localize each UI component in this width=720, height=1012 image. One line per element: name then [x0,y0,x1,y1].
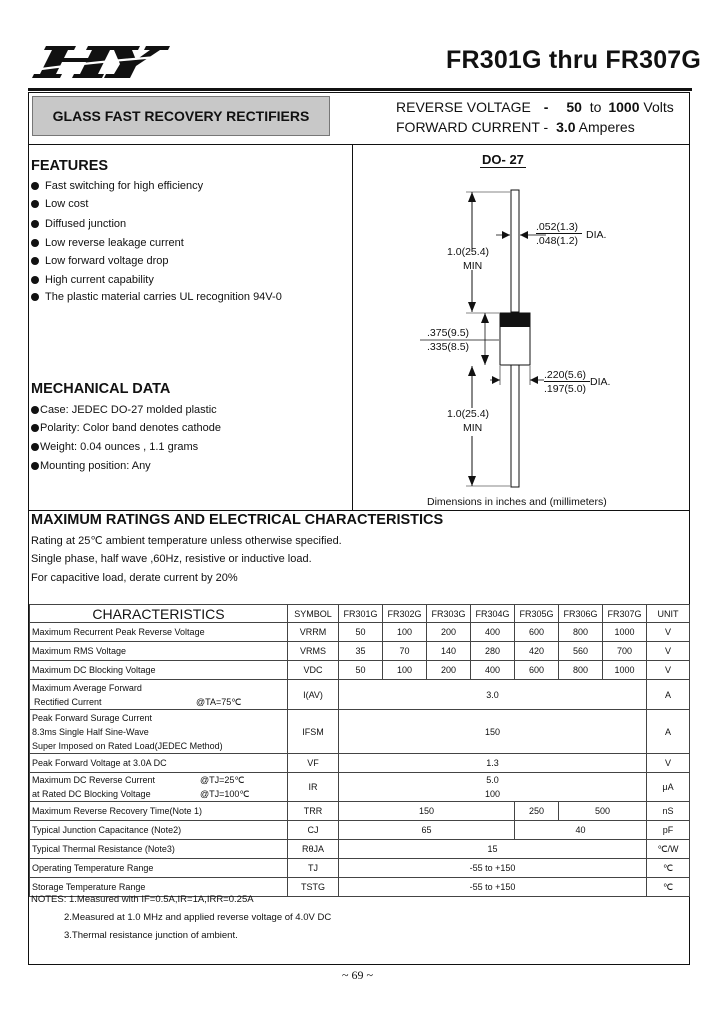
footnote: 3.Thermal resistance junction of ambient. [64,930,238,941]
bullet-icon [31,276,39,284]
cell-value: 250 [515,802,559,821]
mechanical-item: Case: JEDEC DO-27 molded plastic [31,404,217,416]
lead-dia-min: .048(1.2) [536,235,579,247]
cell-value: 200 [427,661,471,680]
feature-item: Diffused junction [31,218,126,230]
cell-value: 200 [427,623,471,642]
reverse-voltage-line [396,99,674,115]
bullet-icon [31,182,39,190]
row-label: Maximum DC Blocking Voltage [30,661,288,680]
fraction-rule [536,233,582,234]
mechanical-item: Mounting position: Any [31,460,151,472]
body-dia-min: .197(5.0) [544,383,587,395]
row-label: Storage Temperature Range [30,878,288,897]
table-row [30,661,690,680]
body-dia-label: DIA. [590,376,611,388]
cell-value: 600 [515,661,559,680]
cell-value: 50 [339,623,383,642]
feature-item: High current capability [31,274,154,286]
cell-value: 420 [515,642,559,661]
part-header: FR302G [383,605,427,623]
cell-value: 15 [339,840,647,859]
row-label: Operating Temperature Range [30,859,288,878]
row-unit: V [647,642,690,661]
feature-item: Low reverse leakage current [31,237,184,249]
fc-unit: Amperes [578,119,635,135]
footnote: 2.Measured at 1.0 MHz and applied reverse voltage of 4.0V DC [64,912,332,923]
feature-item: Fast switching for high efficiency [31,180,203,192]
cell-value: 40 [515,821,647,840]
row-unit: ℃ [647,859,690,878]
table-row [30,754,690,773]
do27-package-drawing [410,180,610,500]
rating-note: For capacitive load, derate current by 20% [31,572,238,584]
part-header: FR305G [515,605,559,623]
part-header: FR307G [603,605,647,623]
fraction-rule [544,381,590,382]
row-symbol: TRR [288,802,339,821]
cell-value: 280 [471,642,515,661]
row-label: Maximum RMS Voltage [30,642,288,661]
cell-value: 800 [559,623,603,642]
row-label: Typical Junction Capacitance (Note2) [30,821,288,840]
row-symbol: TSTG [288,878,339,897]
body-dia-max: .220(5.6) [544,369,587,381]
footnote: NOTES: 1.Measured with IF=0.5A,IR=1A,IRR=0.25A [31,894,254,905]
mechanical-item: Polarity: Color band denotes cathode [31,422,221,434]
row-symbol: VDC [288,661,339,680]
unit-header: UNIT [647,605,690,623]
cell-value: 150 [339,710,647,754]
bullet-icon [31,200,39,208]
row-label: Maximum DC Reverse Current @TJ=25℃ at Rated DC Blocking Voltage @TJ=100℃ [30,773,288,802]
divider [352,144,353,510]
rv-max: 1000 [608,99,640,115]
table-row [30,802,690,821]
table-row [30,680,690,710]
features-heading: FEATURES [31,158,109,174]
table-header-row [30,605,690,623]
rv-label: REVERSE VOLTAGE [396,99,531,115]
table-row [30,859,690,878]
table-row [30,642,690,661]
row-symbol: RθJA [288,840,339,859]
cell-value: 100 [383,623,427,642]
body-len-min: .335(8.5) [427,341,470,353]
row-unit: nS [647,802,690,821]
fc-label: FORWARD CURRENT - [396,119,549,135]
lead-length-bottom: 1.0(25.4) [447,408,490,420]
bullet-icon [31,220,39,228]
row-symbol: CJ [288,821,339,840]
page-number: ~ 69 ~ [342,968,373,982]
cell-value: 150 [339,802,515,821]
hy-logo [32,40,172,80]
rv-min: 50 [566,99,582,115]
row-unit: A [647,680,690,710]
part-header: FR301G [339,605,383,623]
rv-to: to [589,99,602,115]
bullet-icon [31,293,39,301]
part-header: FR303G [427,605,471,623]
cell-value: 1.3 [339,754,647,773]
rv-dash: - [543,99,549,115]
bullet-icon [31,406,39,414]
row-unit: ℃/W [647,840,690,859]
rating-note: Rating at 25℃ ambient temperature unless otherwise specified. [31,535,342,547]
lead-length-top-min: MIN [463,260,483,272]
cell-value: 35 [339,642,383,661]
row-label: Peak Forward Surage Current 8.3ms Single Half Sine-Wave Super Imposed on Rated Load(JEDEC Method) [30,710,288,754]
row-unit: V [647,661,690,680]
bullet-icon [31,239,39,247]
row-unit: pF [647,821,690,840]
cell-value: 70 [383,642,427,661]
cell-value: 800 [559,661,603,680]
forward-current-line [396,119,635,135]
row-label: Peak Forward Voltage at 3.0A DC [30,754,288,773]
bullet-icon [31,257,39,265]
table-row [30,840,690,859]
cell-value: 400 [471,661,515,680]
cell-value: 560 [559,642,603,661]
row-symbol: VRMS [288,642,339,661]
table-row [30,773,690,802]
product-title-box: GLASS FAST RECOVERY RECTIFIERS [32,96,330,136]
cell-value: -55 to +150 [339,859,647,878]
mechanical-item: Weight: 0.04 ounces , 1.1 grams [31,441,198,453]
row-unit: ℃ [647,878,690,897]
lead-length-top: 1.0(25.4) [447,246,490,258]
cell-value: 1000 [603,623,647,642]
cell-value: 500 [559,802,647,821]
row-unit: V [647,623,690,642]
cell-value: 100 [383,661,427,680]
part-header: FR304G [471,605,515,623]
bullet-icon [31,424,39,432]
feature-item: Low cost [31,198,88,210]
cell-value: 5.0 100 [339,773,647,802]
dimensions-note: Dimensions in inches and (millimeters) [427,496,607,508]
row-symbol: I(AV) [288,680,339,710]
feature-item: Low forward voltage drop [31,255,169,267]
table-row [30,821,690,840]
divider [29,144,689,145]
table-row [30,623,690,642]
cell-value: 65 [339,821,515,840]
lead-length-bottom-min: MIN [463,422,483,434]
row-label: Typical Thermal Resistance (Note3) [30,840,288,859]
cell-value: 400 [471,623,515,642]
cell-value: 700 [603,642,647,661]
row-unit: V [647,754,690,773]
row-unit: A [647,710,690,754]
fc-value: 3.0 [556,119,576,135]
row-symbol: VRRM [288,623,339,642]
divider [29,510,689,511]
characteristics-header: CHARACTERISTICS [30,605,288,623]
lead-dia-max: .052(1.3) [536,221,579,233]
row-label: Maximum Reverse Recovery Time(Note 1) [30,802,288,821]
cell-value: -55 to +150 [339,878,647,897]
cell-value: 140 [427,642,471,661]
row-symbol: TJ [288,859,339,878]
package-name: DO- 27 [482,152,524,167]
row-symbol: IR [288,773,339,802]
header-rule [28,88,692,91]
bullet-icon [31,443,39,451]
row-label: Maximum Recurrent Peak Reverse Voltage [30,623,288,642]
part-header: FR306G [559,605,603,623]
cell-value: 600 [515,623,559,642]
table-row [30,710,690,754]
ratings-heading: MAXIMUM RATINGS AND ELECTRICAL CHARACTERISTICS [31,512,444,528]
symbol-header: SYMBOL [288,605,339,623]
feature-item: The plastic material carries UL recognition 94V-0 [31,291,282,303]
cell-value: 50 [339,661,383,680]
lead-dia-label: DIA. [586,229,607,241]
rating-note: Single phase, half wave ,60Hz, resistive or inductive load. [31,553,312,565]
rv-unit: Volts [643,99,674,115]
cell-value: 1000 [603,661,647,680]
row-label: Maximum Average Forward Rectified Current @TA=75℃ [30,680,288,710]
bullet-icon [31,462,39,470]
characteristics-table [29,604,690,897]
part-range-title: FR301G thru FR307G [446,46,702,74]
row-symbol: VF [288,754,339,773]
cell-value: 3.0 [339,680,647,710]
body-len-max: .375(9.5) [427,327,470,339]
row-unit: μA [647,773,690,802]
mechanical-heading: MECHANICAL DATA [31,381,171,397]
row-symbol: IFSM [288,710,339,754]
